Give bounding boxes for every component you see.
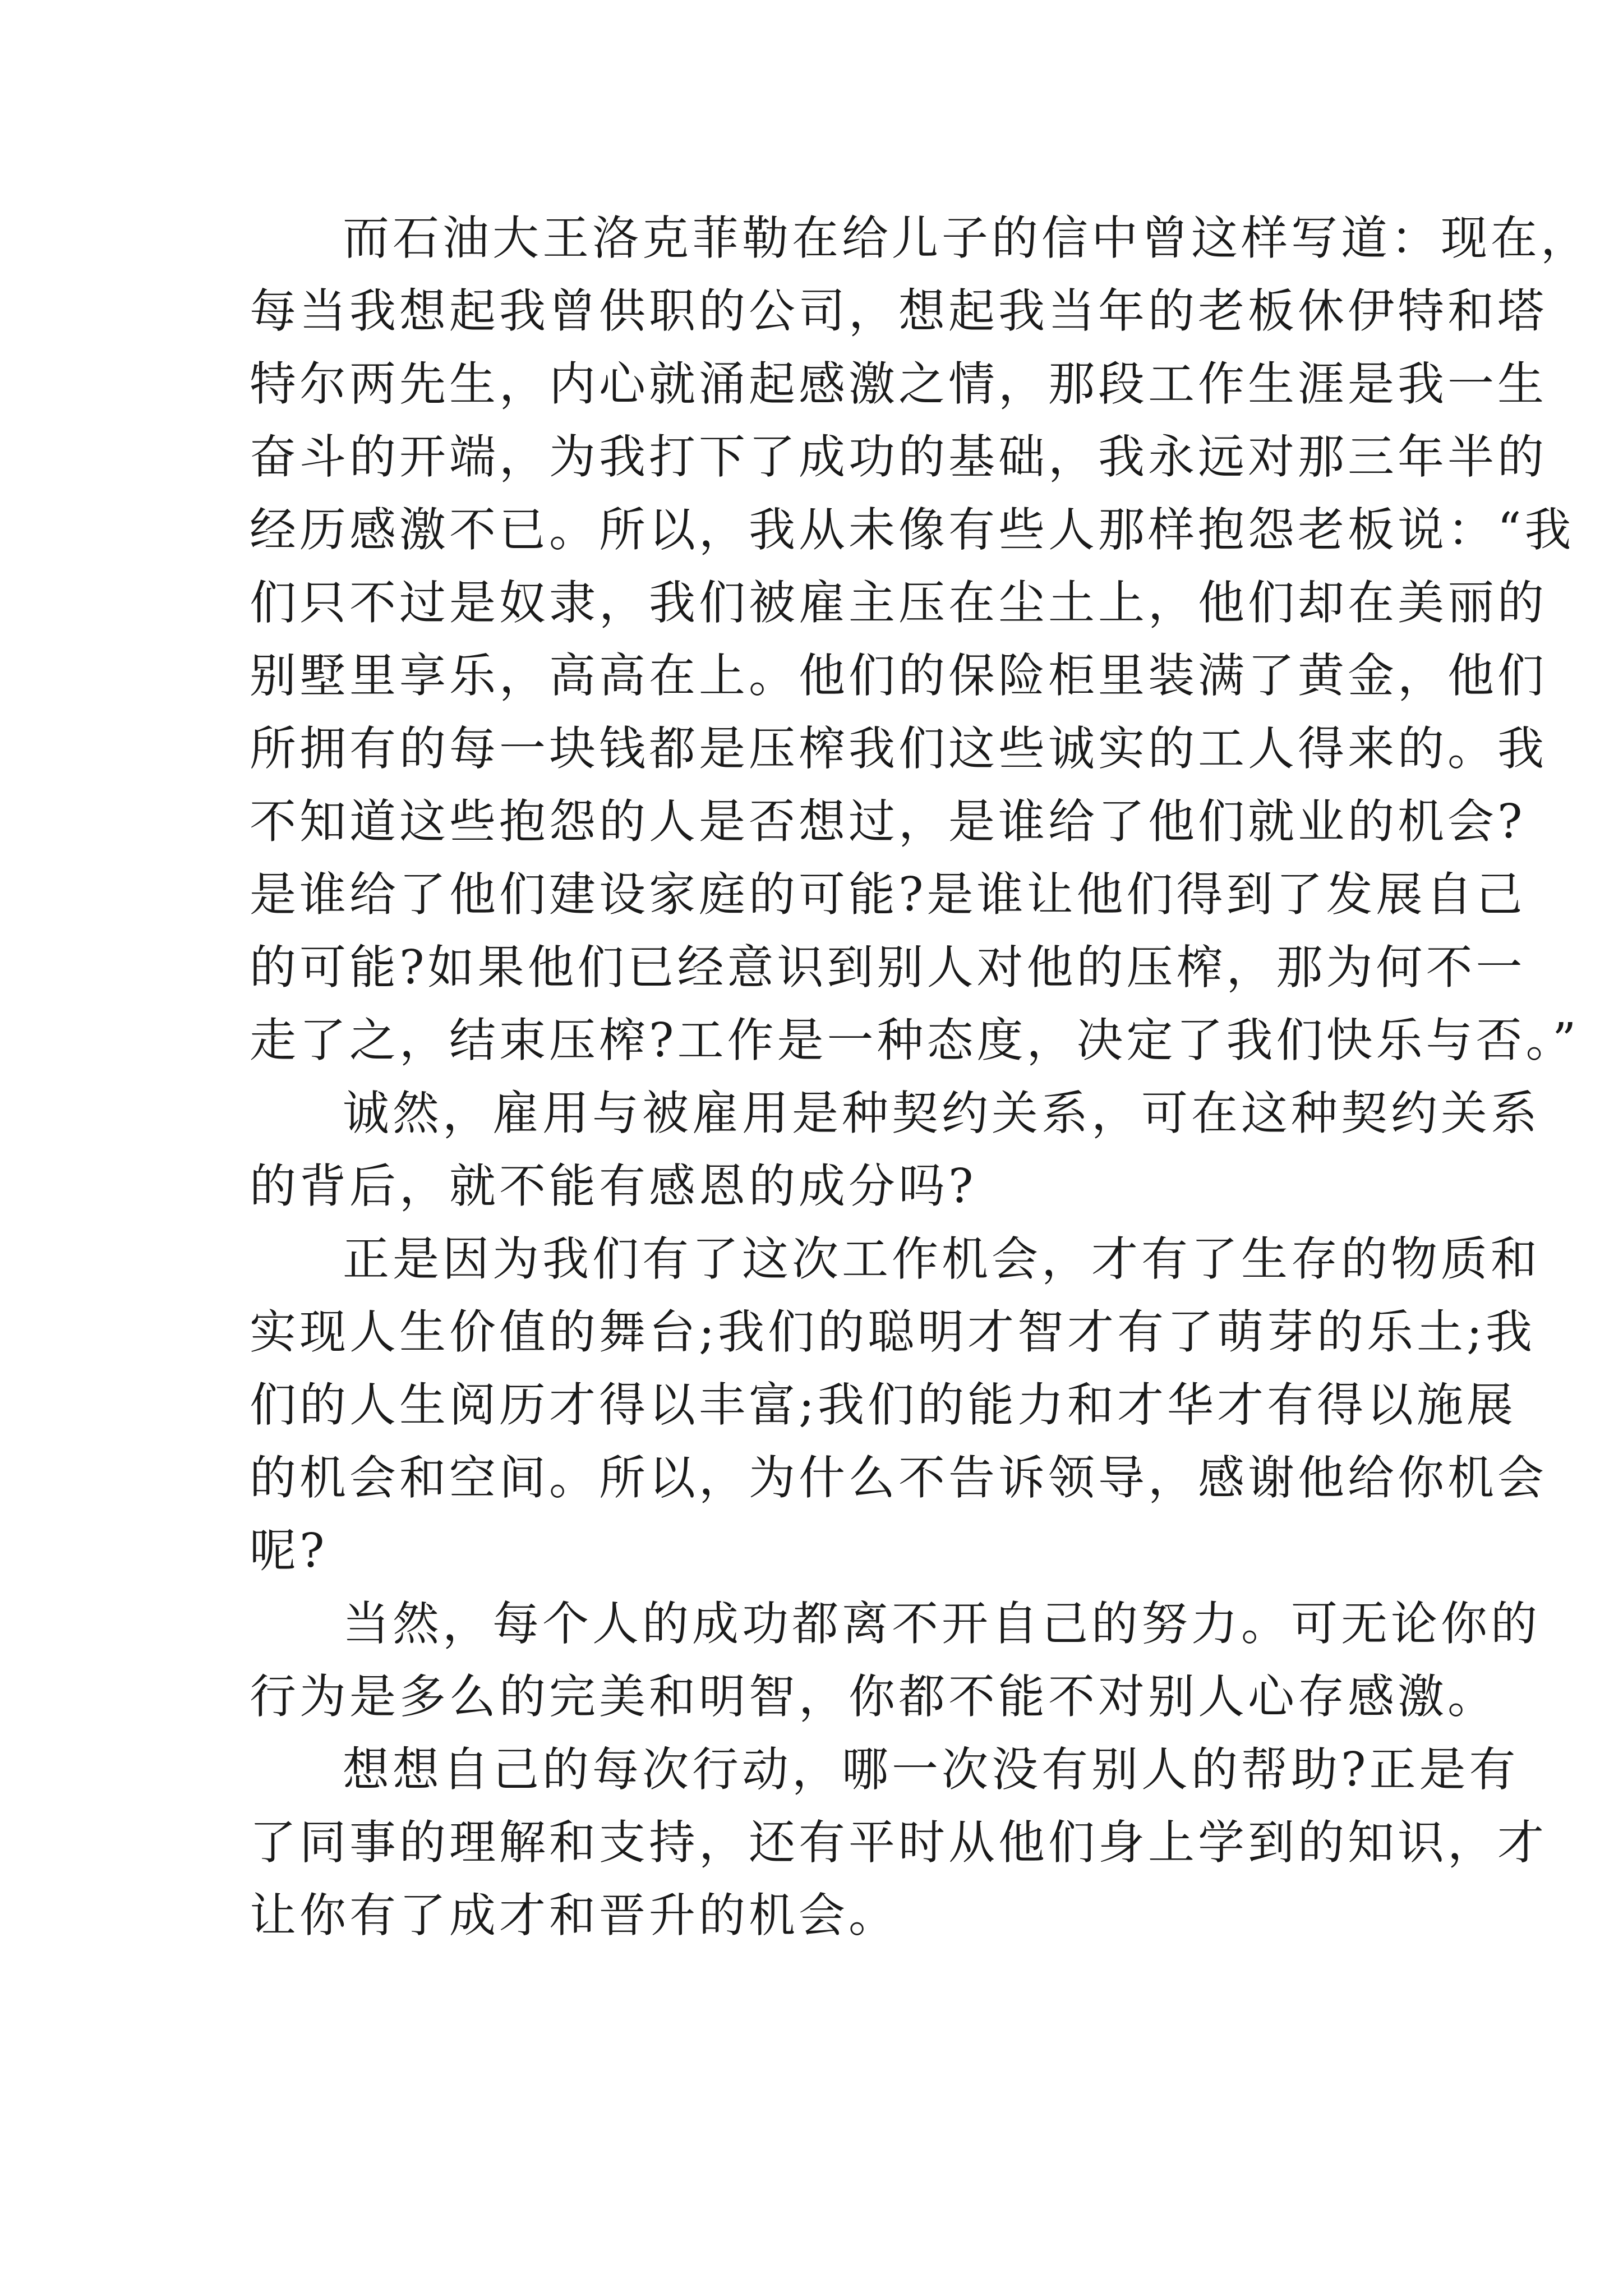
paragraph-5 — [250, 1733, 1547, 1952]
text-line: 的机会和空间。所以，为什么不告诉领导，感谢他给你机会 — [250, 1451, 1547, 1505]
text-line: 实现人生价值的舞台;我们的聪明才智才有了萌芽的乐土;我 — [250, 1305, 1536, 1359]
text-line: 行为是多么的完美和明智，你都不能不对别人心存感激。 — [250, 1669, 1497, 1724]
text-line: 了同事的理解和支持，还有平时从他们身上学到的知识，才 — [250, 1815, 1547, 1870]
text-line: 让你有了成才和晋升的机会。 — [250, 1888, 898, 1943]
text-line: 所拥有的每一块钱都是压榨我们这些诚实的工人得来的。我 — [250, 721, 1547, 776]
text-line: 们只不过是奴隶，我们被雇主压在尘土上，他们却在美丽的 — [250, 576, 1547, 630]
text-line: 别墅里享乐，高高在上。他们的保险柜里装满了黄金，他们 — [250, 648, 1547, 703]
paragraph-3 — [250, 1223, 1547, 1588]
text-line: 走了之，结束压榨?工作是一种态度，决定了我们快乐与否。” — [250, 1013, 1580, 1068]
text-line: 每当我想起我曾供职的公司，想起我当年的老板休伊特和塔 — [250, 284, 1547, 338]
text-line: 想想自己的每次行动，哪一次没有别人的帮助?正是有 — [343, 1742, 1519, 1797]
text-line: 们的人生阅历才得以丰富;我们的能力和才华才有得以施展 — [250, 1378, 1516, 1432]
text-line: 不知道这些抱怨的人是否想过，是谁给了他们就业的机会? — [250, 794, 1526, 849]
text-line: 的可能?如果他们已经意识到别人对他的压榨，那为何不一 — [250, 940, 1526, 995]
text-line: 而石油大王洛克菲勒在给儿子的信中曾这样写道：现在， — [343, 211, 1590, 265]
paragraph-1 — [250, 202, 1590, 1077]
text-line: 的背后，就不能有感恩的成分吗? — [250, 1159, 977, 1213]
text-line: 经历感激不已。所以，我从未像有些人那样抱怨老板说：“我 — [250, 503, 1575, 557]
paragraph-4 — [250, 1588, 1541, 1733]
text-line: 诚然，雇用与被雇用是种契约关系，可在这种契约关系 — [343, 1086, 1541, 1140]
text-line: 正是因为我们有了这次工作机会，才有了生存的物质和 — [343, 1232, 1541, 1286]
text-line: 奋斗的开端，为我打下了成功的基础，我永远对那三年半的 — [250, 430, 1547, 484]
text-line: 当然，每个人的成功都离不开自己的努力。可无论你的 — [343, 1596, 1541, 1651]
text-line: 呢? — [250, 1524, 328, 1578]
text-line: 是谁给了他们建设家庭的可能?是谁让他们得到了发展自己 — [250, 867, 1526, 922]
paragraph-2 — [250, 1077, 1541, 1223]
text-line: 特尔两先生，内心就涌起感激之情，那段工作生涯是我一生 — [250, 357, 1547, 411]
document-body — [250, 202, 1590, 1952]
